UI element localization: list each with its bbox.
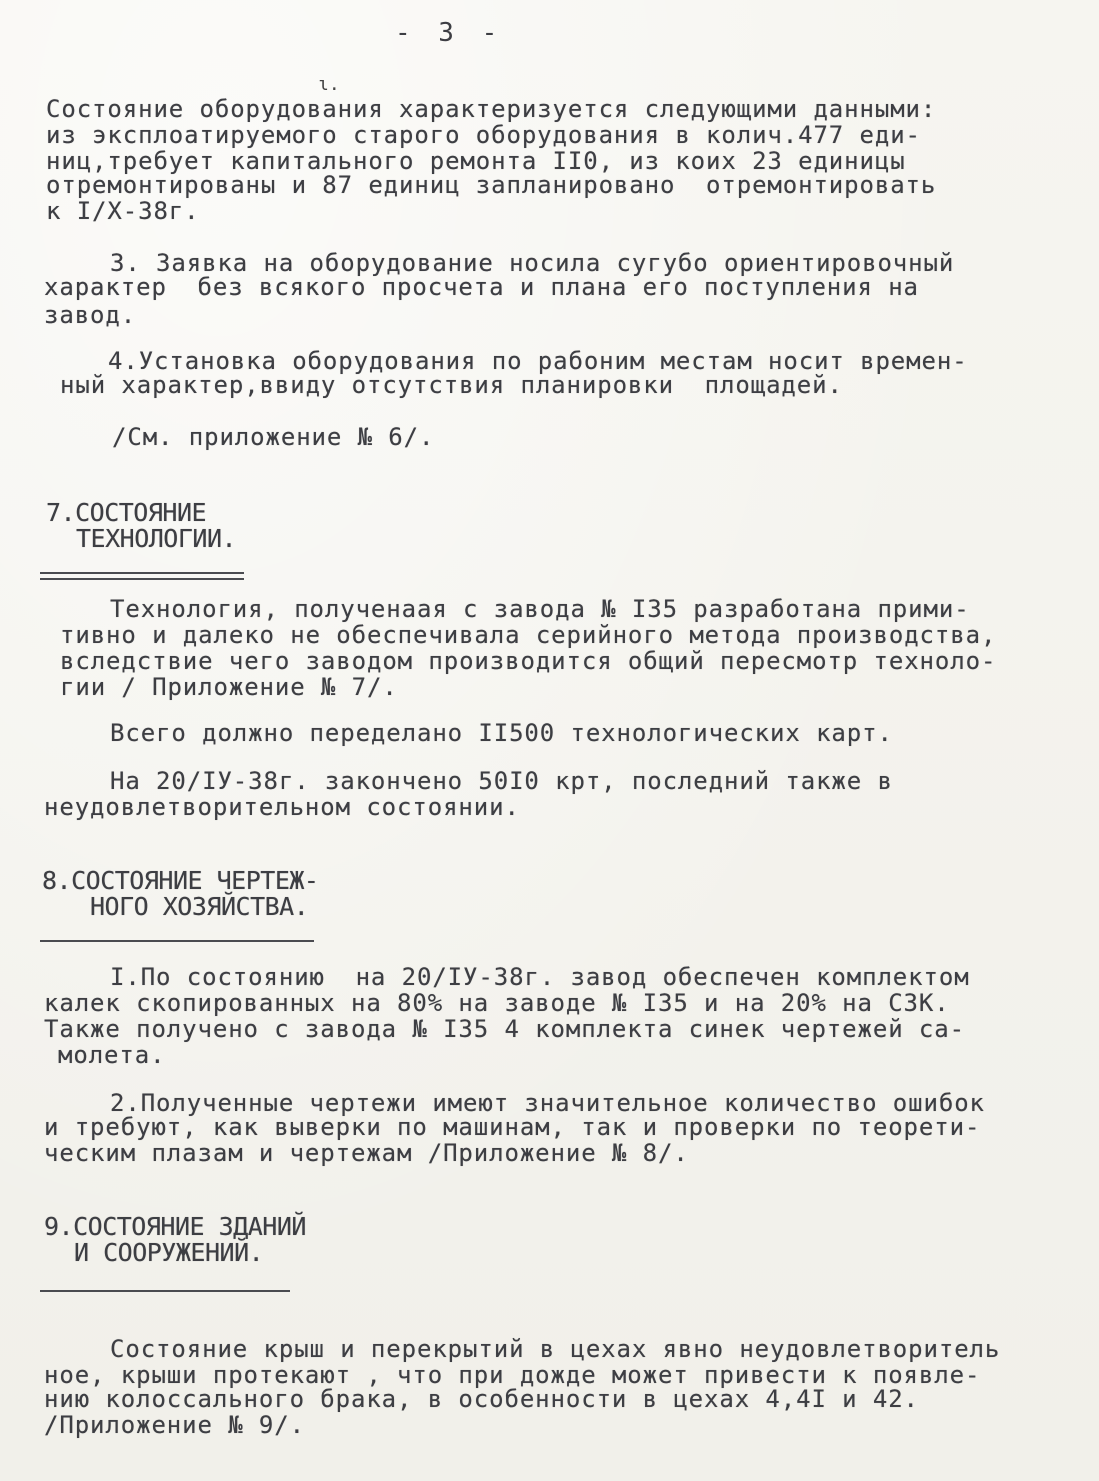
text-line: 4.Установка оборудования по рабоним местам носит времен- (108, 347, 968, 375)
text-line: ное, крыши протекают , что при дожде может привести к появле- (44, 1361, 981, 1389)
text-line: I.По состоянию на 20/IУ-38г. завод обеспечен комплектом (110, 963, 970, 991)
text-line: к I/X-38г. (46, 197, 200, 225)
heading-underline (40, 1290, 290, 1292)
text-line: неудовлетворительном состоянии. (44, 793, 520, 821)
text-line: ческим плазам и чертежам /Приложение № 8/. (44, 1139, 689, 1167)
section-heading: И СООРУЖЕНИЙ. (74, 1238, 264, 1267)
text-line: молета. (58, 1041, 166, 1069)
text-line: На 20/IУ-38г. закончено 50I0 крт, последний также в (110, 767, 893, 795)
text-line: Также получено с завода № I35 4 комплекта синек чертежей са- (44, 1015, 965, 1043)
text-line: вследствие чего заводом производится общий пересмотр техноло- (60, 647, 997, 675)
text-line: завод. (44, 301, 137, 329)
text-line: характер без всякого просчета и плана его поступления на (44, 273, 919, 301)
text-line: /Приложение № 9/. (44, 1411, 305, 1439)
section-heading: ТЕХНОЛОГИИ. (76, 524, 237, 553)
section-heading: 8.СОСТОЯНИЕ ЧЕРТЕЖ- (42, 866, 319, 895)
text-line: 3. Заявка на оборудование носила сугубо ориентировочный (110, 249, 955, 277)
text-line: ниц,требует капитального ремонта II0, из коих 23 единицы (46, 147, 906, 175)
heading-underline (40, 940, 314, 942)
ink-mark: ɩ. (318, 74, 340, 95)
text-line: Всего должно переделано II500 технологических карт. (110, 719, 893, 747)
text-line: тивно и далеко не обеспечивала серийного метода производства, (60, 621, 997, 649)
text-line: гии / Приложение № 7/. (60, 673, 398, 701)
text-line: Состояние крыш и перекрытий в цехах явно неудовлетворитель (110, 1335, 1001, 1363)
text-line: калек скопированных на 80% на заводе № I35 и на 20% на СЗК. (44, 989, 950, 1017)
section-heading: 7.СОСТОЯНИЕ (46, 498, 207, 527)
text-line: и требуют, как выверки по машинам, так и проверки по теорети- (44, 1113, 981, 1141)
text-line: Состояние оборудования характеризуется следующими данными: (46, 95, 937, 123)
text-line: ный характер,ввиду отсутствия планировки площадей. (60, 371, 843, 399)
text-line: 2.Полученные чертежи имеют значительное количество ошибок (110, 1089, 985, 1117)
heading-underline (40, 572, 244, 574)
text-line: отремонтированы и 87 единиц запланировано отремонтировать (46, 171, 937, 199)
heading-underline (40, 578, 244, 580)
appendix-reference: /См. приложение № 6/. (112, 423, 435, 451)
section-heading: НОГО ХОЗЯЙСТВА. (90, 892, 309, 921)
text-line: нию колоссального брака, в особенности в цехах 4,4I и 42. (44, 1385, 919, 1413)
text-line: из эксплоатируемого старого оборудования в колич.477 еди- (46, 121, 921, 149)
section-heading: 9.СОСТОЯНИЕ ЗДАНИЙ (44, 1212, 306, 1241)
page-number: - 3 - (395, 18, 504, 48)
text-line: Технология, полученаая с завода № I35 разработана прими- (110, 595, 970, 623)
